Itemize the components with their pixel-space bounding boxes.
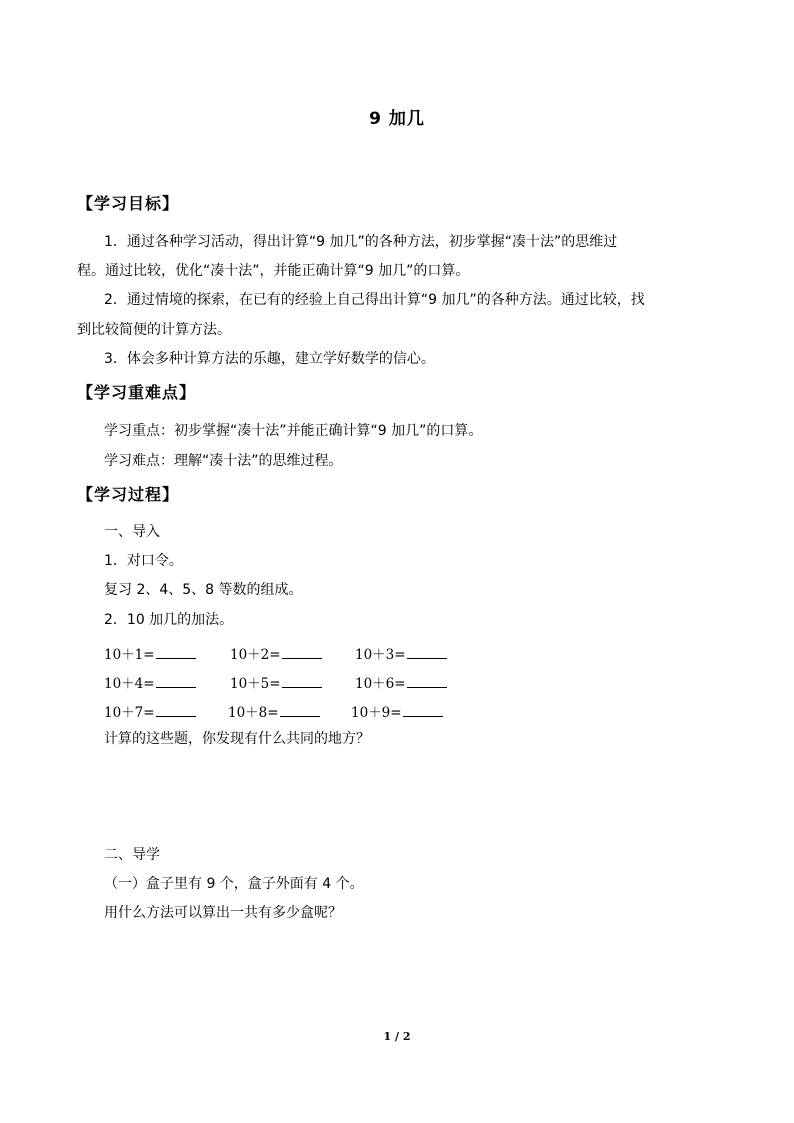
goal-line-1: 1．通过各种学习活动，得出计算“9 加几”的各种方法，初步掌握“凑十法”的思维过 bbox=[104, 234, 618, 250]
answer-blank[interactable] bbox=[407, 646, 447, 659]
process-heading: 【学习过程】 bbox=[77, 485, 180, 504]
exercise-item: 10＋8= bbox=[228, 701, 320, 721]
item1-text: 1．对口令。 bbox=[104, 553, 183, 569]
exercise-item: 10＋5= bbox=[230, 672, 322, 692]
answer-blank[interactable] bbox=[280, 704, 320, 717]
exercise-item: 10＋2= bbox=[230, 643, 322, 663]
answer-blank[interactable] bbox=[156, 675, 196, 688]
answer-blank[interactable] bbox=[156, 646, 196, 659]
exercise-item: 10＋3= bbox=[355, 643, 447, 663]
goals-heading: 【学习目标】 bbox=[77, 194, 180, 213]
sub1-text: （一）盒子里有 9 个，盒子外面有 4 个。 bbox=[104, 876, 364, 892]
answer-blank[interactable] bbox=[407, 675, 447, 688]
exercise-item: 10＋4= bbox=[104, 672, 196, 692]
key-focus-text: 学习重点：初步掌握“凑十法”并能正确计算“9 加几”的口算。 bbox=[104, 423, 483, 439]
document-title: 9 加几 bbox=[369, 109, 425, 129]
answer-blank[interactable] bbox=[403, 704, 443, 717]
answer-blank[interactable] bbox=[282, 675, 322, 688]
goal-line-5: 3．体会多种计算方法的乐趣，建立学好数学的信心。 bbox=[104, 351, 435, 367]
exercise-item: 10＋6= bbox=[355, 672, 447, 692]
answer-blank[interactable] bbox=[156, 704, 196, 717]
page-number: 1 / 2 bbox=[383, 1030, 411, 1043]
answer-blank[interactable] bbox=[282, 646, 322, 659]
key-difficulty-text: 学习难点：理解“凑十法”的思维过程。 bbox=[104, 453, 343, 469]
exercise-item: 10＋1= bbox=[104, 643, 196, 663]
item2-text: 2．10 加几的加法。 bbox=[104, 612, 234, 628]
goal-line-4: 到比较简便的计算方法。 bbox=[77, 322, 231, 338]
exercise-item: 10＋9= bbox=[351, 701, 443, 721]
question2-text: 用什么方法可以算出一共有多少盒呢？ bbox=[104, 905, 342, 921]
part2-title: 二、导学 bbox=[104, 847, 160, 863]
exercise-item: 10＋7= bbox=[104, 701, 196, 721]
goal-line-2: 程。通过比较，优化“凑十法”，并能正确计算“9 加几”的口算。 bbox=[77, 263, 470, 279]
question1-text: 计算的这些题，你发现有什么共同的地方？ bbox=[104, 731, 370, 747]
key-points-heading: 【学习重难点】 bbox=[77, 383, 197, 402]
item1-detail: 复习 2、4、5、8 等数的组成。 bbox=[104, 582, 303, 598]
goal-line-3: 2．通过情境的探索，在已有的经验上自己得出计算“9 加几”的各种方法。通过比较，找 bbox=[104, 292, 645, 308]
part1-title: 一、导入 bbox=[104, 524, 160, 540]
